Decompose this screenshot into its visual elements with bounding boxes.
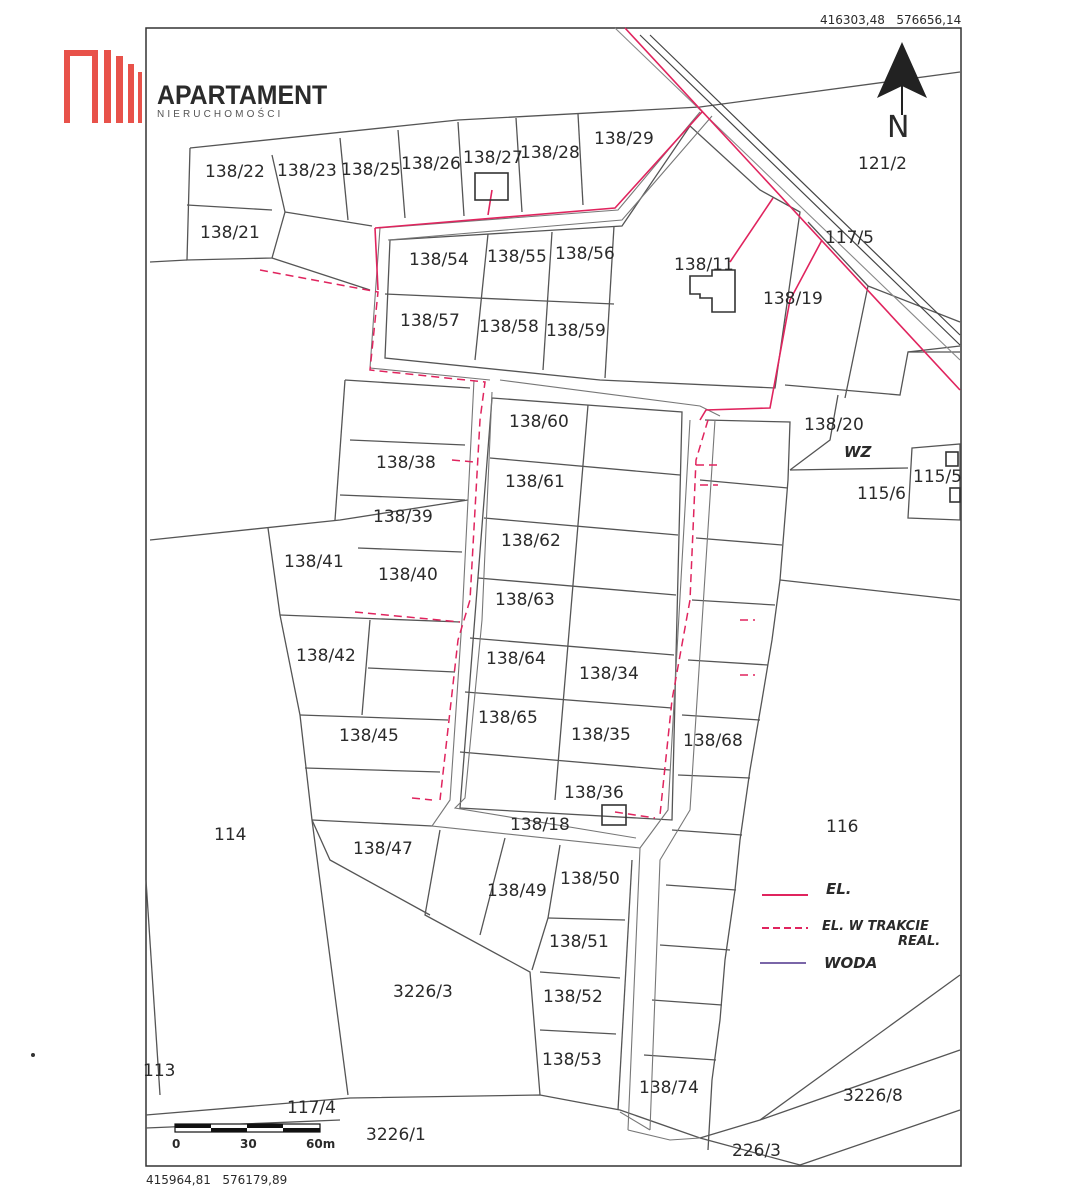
scale-label: 30 xyxy=(240,1137,257,1151)
legend-water-label: WODA xyxy=(824,954,878,972)
north-label: N xyxy=(887,110,910,145)
legend-el-in-progress-label: EL. W TRAKCIE xyxy=(822,919,929,934)
plot-label: 138/40 xyxy=(378,565,438,585)
plot-label: 115/5 xyxy=(913,467,962,487)
building-115-5 xyxy=(946,452,958,466)
plot-label: 138/74 xyxy=(639,1078,699,1098)
plot-label: 138/28 xyxy=(520,143,580,163)
plot-label: 138/26 xyxy=(401,154,461,174)
plot-label: 138/63 xyxy=(495,590,555,610)
plot-label: 138/25 xyxy=(341,160,401,180)
plot-label: 114 xyxy=(214,825,247,845)
legend-el-label: EL. xyxy=(826,880,852,898)
scale-bar xyxy=(172,1124,335,1151)
plot-label: 138/60 xyxy=(509,412,569,432)
brand-title: APARTAMENT xyxy=(157,80,328,110)
north-arrow-icon xyxy=(877,42,927,115)
plot-label: 138/23 xyxy=(277,161,337,181)
plot-label: 3226/1 xyxy=(366,1125,426,1145)
plot-label: 138/29 xyxy=(594,129,654,149)
plot-label: 138/56 xyxy=(555,244,615,264)
plot-label: 138/39 xyxy=(373,507,433,527)
roads xyxy=(370,28,960,1140)
plot-label: 138/36 xyxy=(564,783,624,803)
plot-label: 3226/3 xyxy=(393,982,453,1002)
plot-label: 138/58 xyxy=(479,317,539,337)
brand-logo-icon xyxy=(64,50,142,123)
coordinate-bottom-left: 415964,81 576179,89 xyxy=(146,1173,288,1187)
plot-label: 115/6 xyxy=(857,484,906,504)
plot-label: 121/2 xyxy=(858,154,907,174)
plot-label: 138/57 xyxy=(400,311,460,331)
plot-label: 138/53 xyxy=(542,1050,602,1070)
plot-label: 138/18 xyxy=(510,815,570,835)
plot-label: 138/11 xyxy=(674,255,734,275)
plot-label: 138/21 xyxy=(200,223,260,243)
building-138-11 xyxy=(690,270,735,312)
plot-label: 138/20 xyxy=(804,415,864,435)
brand-subtitle: NIERUCHOMOŚCI xyxy=(157,109,284,120)
plot-label: 117/5 xyxy=(825,228,874,248)
wz-annotation: WZ xyxy=(844,443,872,461)
plot-label: 138/38 xyxy=(376,453,436,473)
legend-el-in-progress-label-2: REAL. xyxy=(898,934,941,949)
plot-label: 138/59 xyxy=(546,321,606,341)
plot-label: 138/42 xyxy=(296,646,356,666)
plot-label: 138/45 xyxy=(339,726,399,746)
plot-label: 226/3 xyxy=(732,1141,781,1161)
plot-label: 138/65 xyxy=(478,708,538,728)
plot-label: 138/50 xyxy=(560,869,620,889)
plot-label: 138/52 xyxy=(543,987,603,1007)
plot-label: 138/62 xyxy=(501,531,561,551)
scale-label: 60m xyxy=(306,1137,336,1151)
plot-label: 138/54 xyxy=(409,250,469,270)
plot-label: 138/47 xyxy=(353,839,413,859)
plot-label: 138/68 xyxy=(683,731,743,751)
plot-label: 138/35 xyxy=(571,725,631,745)
building-115-5b xyxy=(950,488,960,502)
plot-label: 113 xyxy=(143,1061,176,1081)
plot-label: 117/4 xyxy=(287,1098,336,1118)
plot-label: 138/64 xyxy=(486,649,546,669)
plot-label: 116 xyxy=(826,817,859,837)
plot-label: 138/49 xyxy=(487,881,547,901)
plot-label: 138/34 xyxy=(579,664,639,684)
plot-label: 138/51 xyxy=(549,932,609,952)
plot-label: 138/22 xyxy=(205,162,265,182)
building-138-36 xyxy=(602,805,626,825)
plot-label: 138/27 xyxy=(463,148,523,168)
plot-label: 138/61 xyxy=(505,472,565,492)
plot-label: 138/41 xyxy=(284,552,344,572)
power-lines xyxy=(375,28,960,420)
coordinate-top-right: 416303,48 576656,14 xyxy=(820,13,962,27)
plot-label: 3226/8 xyxy=(843,1086,903,1106)
plot-label: 138/19 xyxy=(763,289,823,309)
scale-label: 0 xyxy=(172,1137,181,1151)
plot-label: 138/55 xyxy=(487,247,547,267)
legend xyxy=(760,880,940,972)
